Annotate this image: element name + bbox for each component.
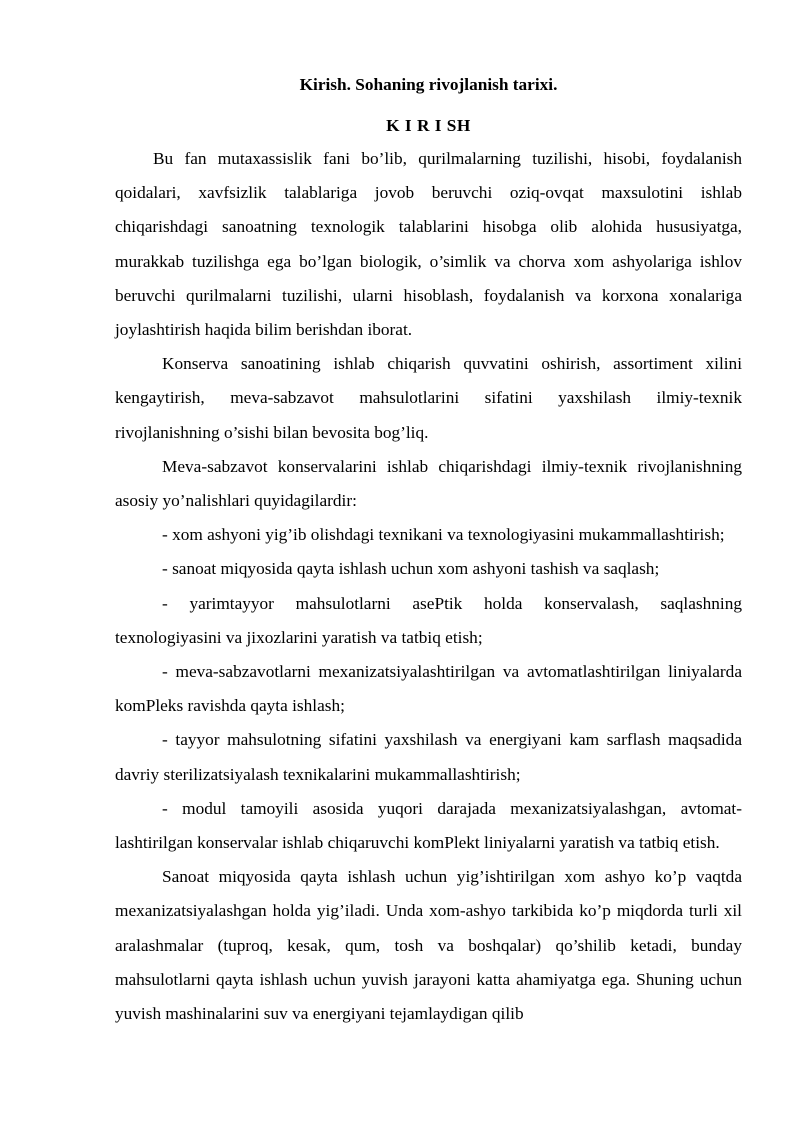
paragraph: Konserva sanoatining ishlab chiqarish quvvatini oshirish, assortiment xilini kengaytirish, meva-sabzavot mahsulotlarini sifatini yaxshilash ilmiy-texnik rivojlanishning o’sishi bilan bevosita bog’liq. [115, 354, 742, 442]
list-item: - tayyor mahsulotning sifatini yaxshilash va energiyani kam sarflash maqsadida davriy sterilizatsiyalash texnikalarini mukammallashtirish; [115, 730, 742, 784]
list-item: - xom ashyoni yig’ib olishdagi texnikani va texnologiyasini mukammallashtirish; [162, 525, 725, 545]
list-item: - meva-sabzavotlarni mexanizatsiyalashtirilgan va avtomatlashtirilgan liniyalarda komPleks ravishda qayta ishlash; [115, 662, 742, 716]
list-item: - modul tamoyili asosida yuqori darajada mexanizatsiyalashgan, avtomat-lashtirilgan konservalar ishlab chiqaruvchi komPlekt liniyalarni yaratish va tatbiq etish. [115, 798, 742, 853]
paragraph: Bu fan mutaxassislik fani bo’lib, qurilmalarning tuzilishi, hisobi, foydalanish qoidalari, xavfsizlik talablariga jovob beruvchi oziq-ovqat maxsulotini ishlab chiqarishdagi sanoatning texnologik talablarini hisobga olib alohida hususiyatga, murakkab tuzilishga ega bo’lgan biologik, o’simlik va chorva xom ashyolariga ishlov beruvchi qurilmalarni tuzilishi, ularni hisoblash, foydalanish va korxona xonalariga joylashtirish haqida bilim berishdan iborat. [115, 149, 742, 340]
document-body [115, 142, 742, 1031]
paragraph: Meva-sabzavot konservalarini ishlab chiqarishdagi ilmiy-texnik rivojlanishning asosiy yo’nalishlari quyidagilardir: [115, 456, 742, 511]
list-item: - yarimtayyor mahsulotlarni asePtik holda konservalash, saqlashning texnologiyasini va jixozlarini yaratish va tatbiq etish; [115, 593, 742, 647]
list-item: - sanoat miqyosida qayta ishlash uchun xom ashyoni tashish va saqlash; [162, 559, 660, 579]
paragraph: Sanoat miqyosida qayta ishlash uchun yig’ishtirilgan xom ashyo ko’p vaqtda mexanizatsiyalashgan holda yig’iladi. Unda xom-ashyo tarkibida ko’p miqdorda turli xil aralashmalar (tuproq, kesak, qum, tosh va boshqalar) qo’shilib ketadi, bunday mahsulotlarni qayta ishlash uchun yuvish jarayoni katta ahamiyatga ega. Shuning uchun yuvish mashinalarini suv va energiyani tejamlaydigan qilib [115, 867, 742, 1024]
document-title: Kirish. Sohaning rivojlanish tarixi. [299, 75, 558, 94]
section-heading: K I R I SH [386, 116, 471, 135]
